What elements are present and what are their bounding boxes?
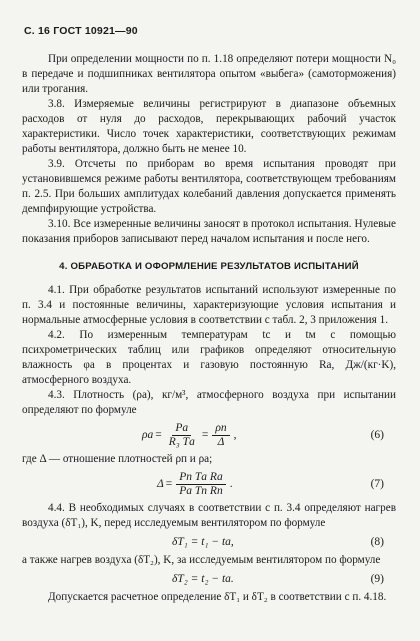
eq8-number: (8) xyxy=(370,536,384,548)
paragraph-4-1: 4.1. При обработке результатов испытаний используют измеренные по п. 3.4 и постоянные величины, характеризующие условия испытания и нормальные атмосферные условия в соответствии с табл. 2, 3 приложения 1. xyxy=(22,284,396,326)
document-body xyxy=(22,52,396,605)
paragraph-4-3: 4.3. Плотность (ρа), кг/м³, атмосферного воздуха при испытании определяют по формуле xyxy=(22,389,396,416)
eq6-frac1: $\frac{Pа}{\text{R₃ Tа}}$ xyxy=(168,421,195,448)
paragraph-4-4b: а также нагрев воздуха (δT₂), K, за исследуемым вентилятором по формуле xyxy=(22,554,381,566)
paragraph-3-8: 3.8. Измеряемые величины регистрируют в диапазоне объемных расходов от нуля до расходов, перекрывающих рабочий участок характеристики. Число точек характеристики, соответствующих режимам работы вентилятора, должно быть не менее 10. xyxy=(22,98,396,155)
page-header: С. 16 ГОСТ 10921—90 xyxy=(24,25,138,37)
eq9-number: (9) xyxy=(370,573,384,585)
eq6-number: (6) xyxy=(370,429,384,441)
eq8-expr: δT₁ = t₁ − tа, xyxy=(172,536,234,548)
equation-9 xyxy=(22,568,396,590)
paragraph-final: Допускается расчетное определение δT₁ и δT₂ в соответствии с п. 4.18. xyxy=(48,591,387,603)
eq6-lhs: ρа xyxy=(142,429,154,441)
paragraph-power: При определении мощности по п. 1.18 определяют потери мощности N₀ в передаче и подшипниках вентилятора опытом «выбега» (самоторможения) или трогания. xyxy=(22,53,396,95)
eq9-expr: δT₂ = t₂ − tа. xyxy=(172,573,234,585)
equation-7: Δ = $\frac{\text{Pп Tа Rа}}{\text{Pа Tп Rп}}$ . (7) xyxy=(157,470,384,497)
section-title: 4. ОБРАБОТКА И ОФОРМЛЕНИЕ РЕЗУЛЬТАТОВ ИСПЫТАНИЙ xyxy=(59,261,359,272)
eq7-lhs: Δ xyxy=(157,478,164,490)
paragraph-3-10: 3.10. Все измеренные величины заносят в протокол испытания. Нулевые показания приборов записывают перед началом испытания и после него. xyxy=(22,218,396,245)
eq7-frac: $\frac{\text{Pп Tа Rа}}{\text{Pа Tп Rп}}$ xyxy=(176,471,225,498)
eq6-frac2: $\frac{\rho п}{\Delta}$ xyxy=(212,422,229,449)
equation-6: ρа = $\frac{Pа}{\text{R₃ Tа}}$ = $\frac{\rho п}{\Delta}$ , (6) xyxy=(142,421,384,448)
paragraph-3-9: 3.9. Отсчеты по приборам во время испытания проводят при установившемся режиме работы вентилятора, соответствующем требованиям п. 2.5. При больших амплитудах колебаний давления допускается применять демпфирующие устройства. xyxy=(22,158,396,215)
eq6-note: где Δ — отношение плотностей ρп и ρа; xyxy=(22,453,213,465)
equation-8 xyxy=(22,531,396,553)
eq7-number: (7) xyxy=(370,478,384,490)
paragraph-4-2: 4.2. По измеренным температурам tc и tм с помощью психрометрических таблиц или графиков определяют относительную влажность φа в процентах и газовую постоянную Rа, Дж/(кг·K), атмосферного воздуха. xyxy=(22,329,396,386)
paragraph-4-4: 4.4. В необходимых случаях в соответствии с п. 3.4 определяют нагрев воздуха (δT₁), K, перед исследуемым вентилятором по формуле xyxy=(22,502,396,529)
